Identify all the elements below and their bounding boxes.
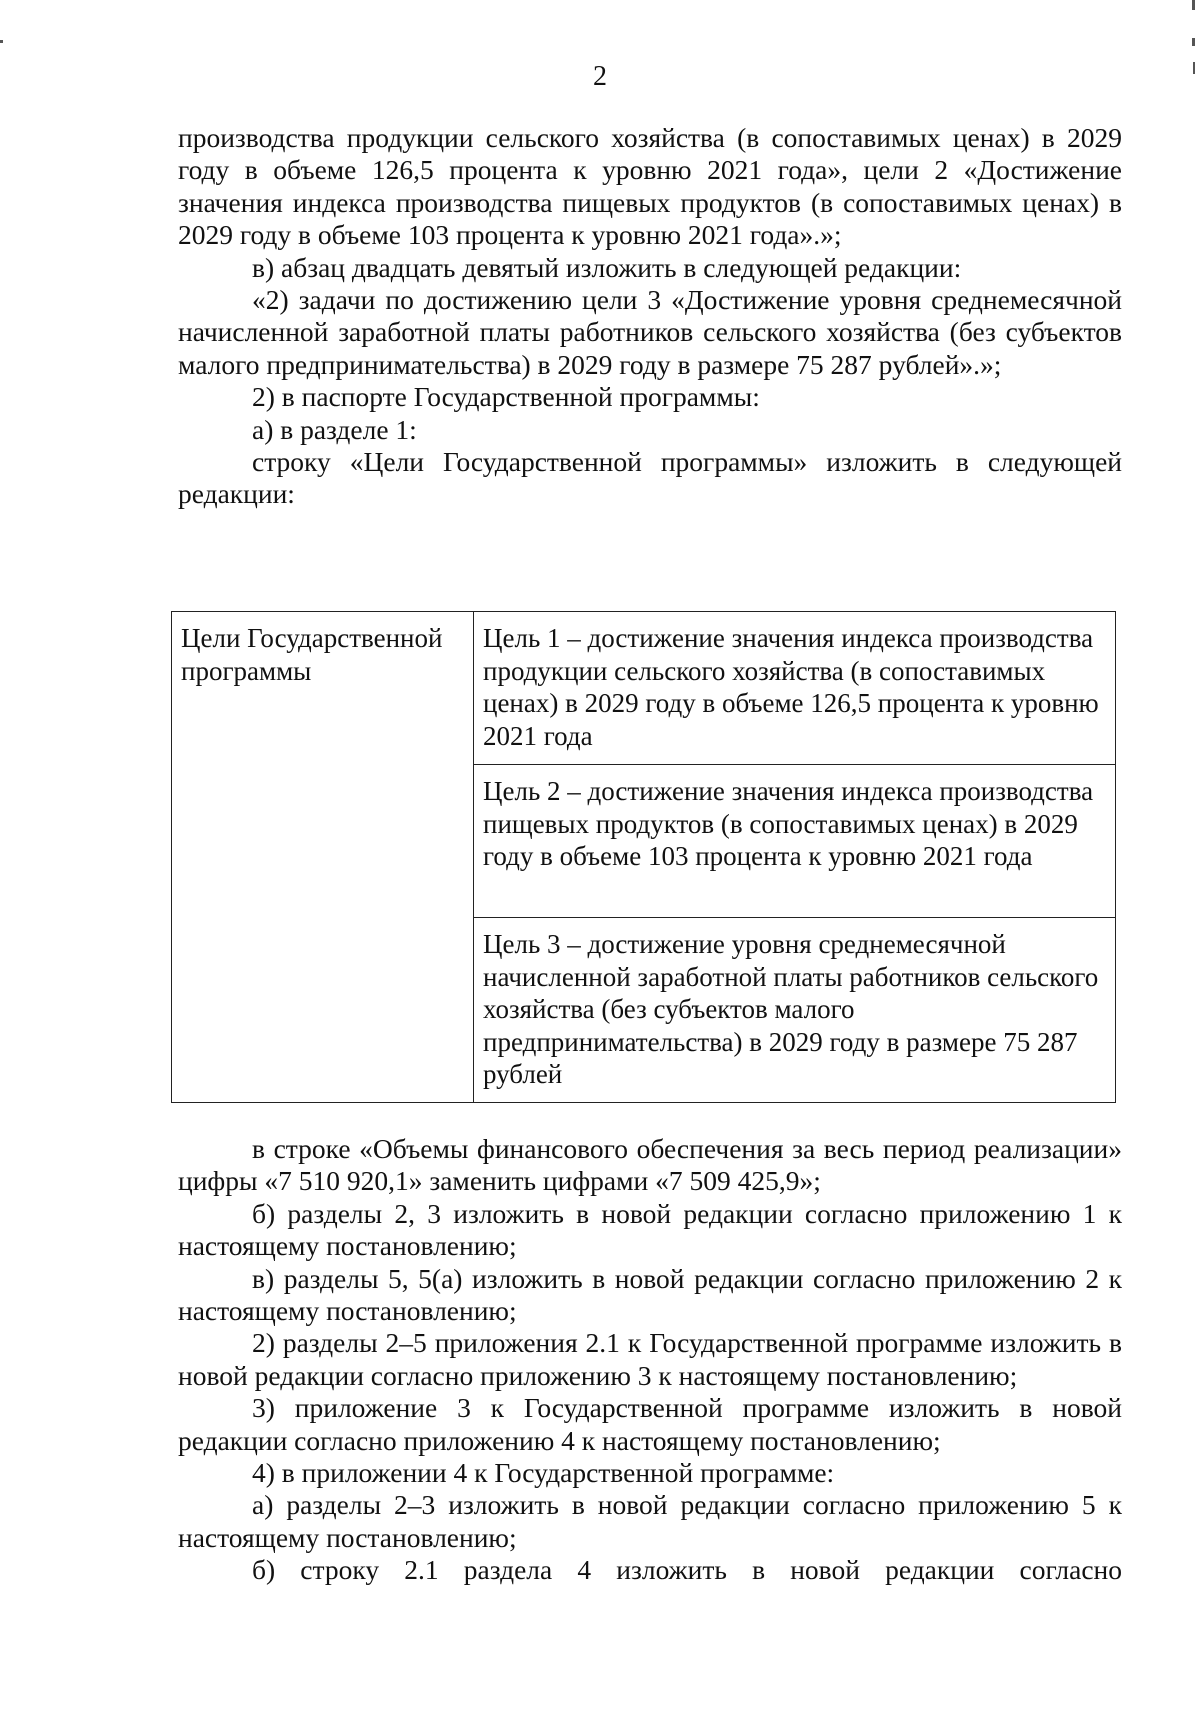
paragraph-item-v-sections: в) разделы 5, 5(а) изложить в новой редакции согласно приложению 2 к настоящему постановлению; [178, 1262, 1122, 1327]
goal-1-cell: Цель 1 – достижение значения индекса производства продукции сельского хозяйства (в сопоставимых ценах) в 2029 году в объеме 126,5 процента к уровню 2021 года [474, 612, 1116, 765]
paragraph-continuation: производства продукции сельского хозяйства (в сопоставимых ценах) в 2029 году в объеме 126,5 процента к уровню 2021 года», цели 2 «Достижение значения индекса производства пищевых продуктов (в сопоставимых ценах) в 2029 году в объеме 103 процента к уровню 2021 года».»; [178, 122, 1122, 251]
scan-edge-mark [1192, 0, 1195, 10]
paragraph-item-4-appendix: 4) в приложении 4 к Государственной программе: [252, 1457, 835, 1489]
paragraph-item-3-appendix: 3) приложение 3 к Государственной программе изложить в новой редакции согласно приложению 4 к настоящему постановлению; [178, 1392, 1122, 1456]
goals-label-cell: Цели Государственной программы [172, 612, 474, 1103]
scan-edge-mark [1193, 62, 1195, 74]
closing-text-block [178, 1133, 1122, 1587]
goals-table [171, 611, 1116, 1103]
paragraph-item-b-row: б) строку 2.1 раздела 4 изложить в новой редакции согласно [252, 1554, 1122, 1586]
paragraph-item-a-sections: а) разделы 2–3 изложить в новой редакции согласно приложению 5 к настоящему постановлению; [178, 1489, 1122, 1553]
paragraph-item-2: 2) в паспорте Государственной программы: [252, 381, 760, 413]
table-row [172, 612, 1116, 765]
paragraph-quoted-task: «2) задачи по достижению цели 3 «Достижение уровня среднемесячной начисленной заработной платы работников сельского хозяйства (без субъектов малого предпринимательства) в 2029 году в размере 75 287 рублей».»; [178, 284, 1122, 380]
paragraph-item-b: б) разделы 2, 3 изложить в новой редакции согласно приложению 1 к настоящему постановлению; [178, 1197, 1122, 1262]
paragraph-financing-row: в строке «Объемы финансового обеспечения за весь период реализации» цифры «7 510 920,1» заменить цифрами «7 509 425,9»; [178, 1133, 1122, 1197]
intro-text-block [178, 122, 1122, 511]
paragraph-item-2-appendix: 2) разделы 2–5 приложения 2.1 к Государственной программе изложить в новой редакции согласно приложению 3 к настоящему постановлению; [178, 1327, 1122, 1391]
paragraph-item-a: а) в разделе 1: [252, 413, 417, 445]
scan-edge-mark [0, 40, 3, 43]
goal-3-cell: Цель 3 – достижение уровня среднемесячной начисленной заработной платы работников сельского хозяйства (без субъектов малого предпринимательства) в 2029 году в размере 75 287 рублей [474, 918, 1116, 1103]
scan-edge-mark [1192, 38, 1195, 46]
goal-2-cell: Цель 2 – достижение значения индекса производства пищевых продуктов (в сопоставимых ценах) в 2029 году в объеме 103 процента к уровню 2021 года [474, 765, 1116, 918]
page-number: 2 [593, 61, 607, 92]
paragraph-item-v: в) абзац двадцать девятый изложить в следующей редакции: [252, 251, 962, 283]
paragraph-row-intro: строку «Цели Государственной программы» изложить в следующей редакции: [178, 446, 1122, 510]
